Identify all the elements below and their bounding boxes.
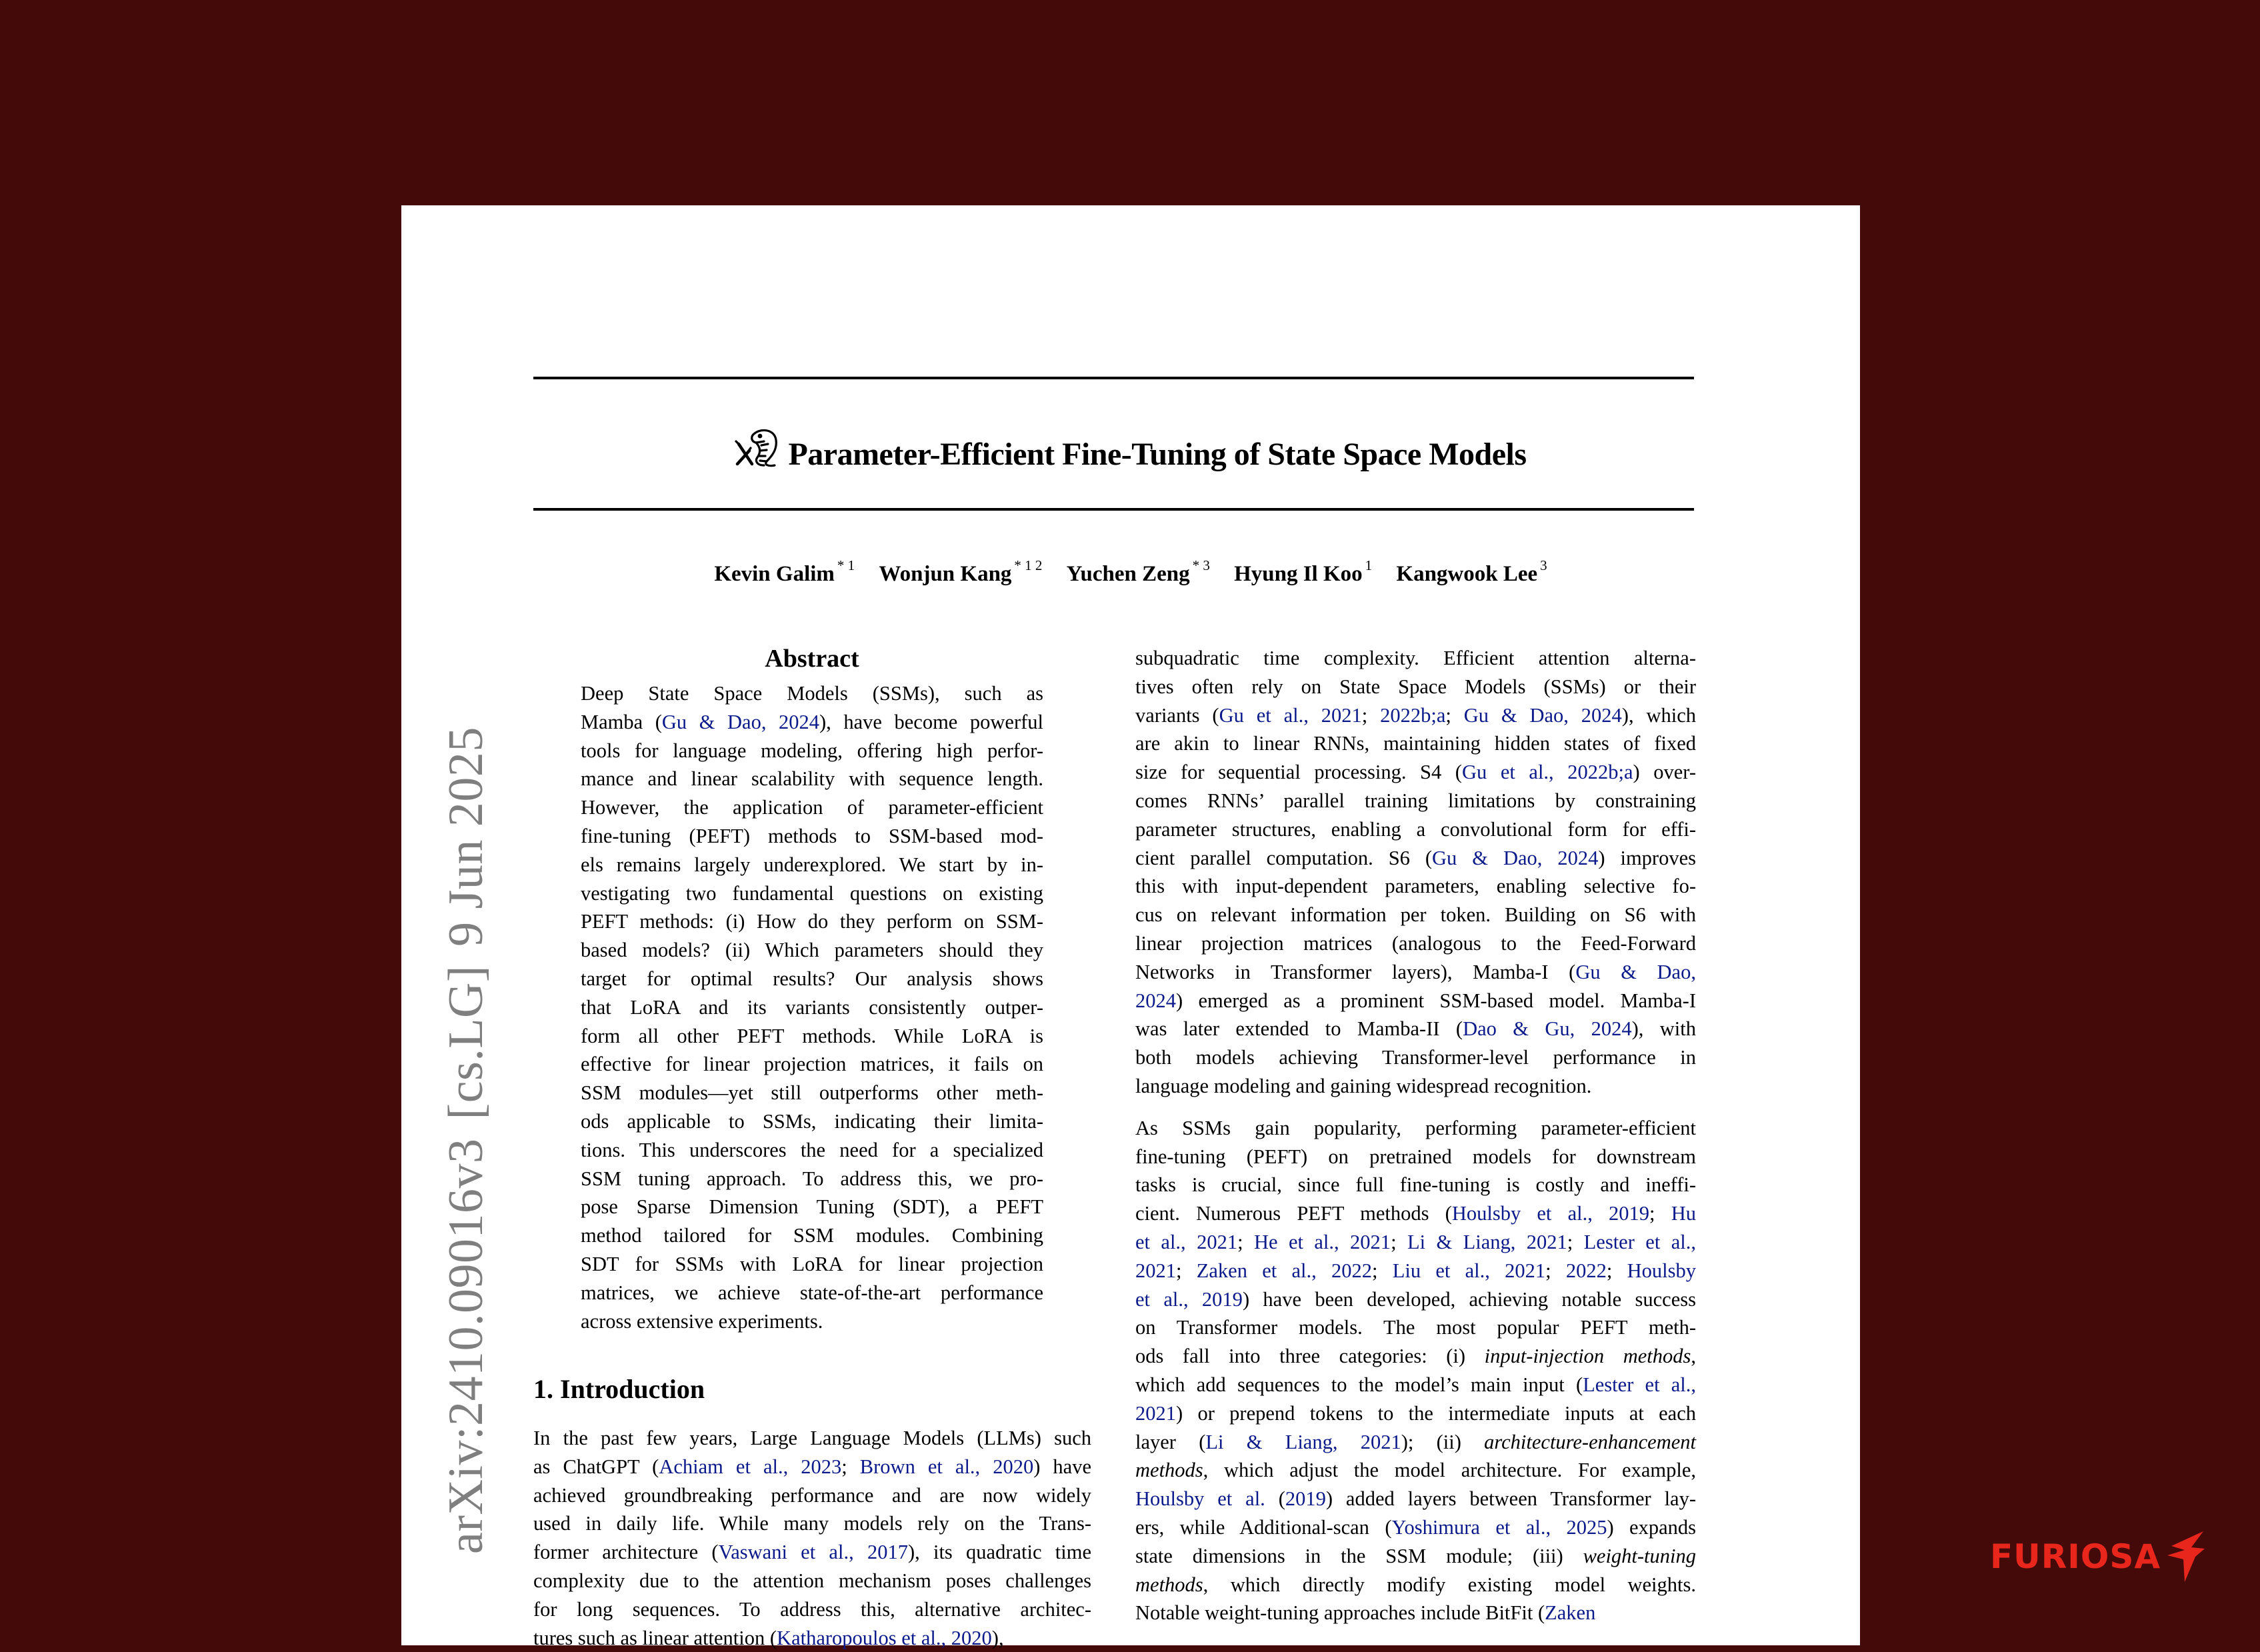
text-line [1135, 1285, 1696, 1314]
text-line [1135, 1199, 1696, 1228]
citation-link[interactable]: et al., 2019 [1135, 1287, 1243, 1311]
author-affiliation: * 3 [1192, 557, 1210, 573]
emphasis-text: architecture-enhancement [1484, 1430, 1696, 1453]
text-line [581, 793, 1043, 822]
body-text: ; [1176, 1259, 1197, 1282]
body-text: els remains largely underexplored. We start by in- [581, 853, 1043, 876]
citation-link[interactable]: Gu & Dao, 2024 [1432, 846, 1599, 869]
body-text: SDT for SSMs with LoRA for linear projection [581, 1252, 1043, 1275]
body-text: ; [1361, 703, 1381, 727]
body-text: ), with [1631, 1017, 1696, 1041]
body-text: ( [1265, 1487, 1285, 1511]
body-text: ; [1649, 1202, 1671, 1225]
title-rule-bottom [533, 508, 1694, 511]
right-paragraph-1 [1135, 644, 1696, 1101]
abstract-body [581, 679, 1043, 1335]
text-line [1135, 1428, 1696, 1457]
right-column [1135, 644, 1696, 1627]
text-line [581, 993, 1043, 1022]
text-line [581, 1107, 1043, 1136]
text-line [1135, 1228, 1696, 1257]
body-text: for long sequences. To address this, alternative architec- [533, 1597, 1091, 1621]
arxiv-date: 9 Jun 2025 [439, 727, 493, 947]
body-text: ; [1606, 1259, 1627, 1282]
text-line [581, 1022, 1043, 1051]
body-text: ods applicable to SSMs, indicating their limita- [581, 1109, 1043, 1133]
text-line [1135, 1171, 1696, 1199]
text-line [1135, 1485, 1696, 1513]
body-text: which add sequences to the model’s main input ( [1135, 1373, 1583, 1396]
introduction-heading: 1. Introduction [533, 1374, 705, 1404]
body-text: ), [991, 1626, 1004, 1649]
introduction-body [533, 1424, 1091, 1652]
citation-link[interactable]: Gu et al., 2021 [1219, 703, 1362, 727]
citation-link[interactable]: 2022 [1565, 1259, 1607, 1282]
citation-link[interactable]: Houlsby et al., 2019 [1451, 1202, 1650, 1225]
body-text: Networks in Transformer layers), Mamba-I ( [1135, 960, 1576, 983]
citation-link[interactable]: Vaswani et al., 2017 [718, 1541, 908, 1564]
author-name: Hyung Il Koo [1234, 562, 1363, 586]
body-text: ) improves [1598, 846, 1696, 869]
citation-link[interactable]: et al., 2021 [1135, 1230, 1238, 1253]
abstract-heading: Abstract [765, 645, 859, 673]
text-line [1135, 1114, 1696, 1143]
body-text: ) have been developed, achieving notable success [1242, 1287, 1696, 1311]
text-line [581, 936, 1043, 965]
text-line [1135, 929, 1696, 958]
body-text: cus on relevant information per token. Building on S6 with [1135, 903, 1696, 927]
body-text: , which directly modify existing model weights. [1203, 1573, 1696, 1596]
text-line [1135, 787, 1696, 815]
citation-link[interactable]: 2022b;a [1380, 703, 1446, 727]
author [1066, 557, 1210, 586]
author-affiliation: 3 [1540, 557, 1547, 573]
body-text: on Transformer models. The most popular PEFT meth- [1135, 1316, 1696, 1339]
body-text: target for optimal results? Our analysis shows [581, 967, 1043, 990]
text-line [581, 879, 1043, 908]
emphasis-text: methods [1135, 1573, 1203, 1596]
body-text: ) or prepend tokens to the intermediate inputs at each [1176, 1401, 1696, 1425]
body-text: this with input-dependent parameters, enabling selective fo- [1135, 875, 1696, 898]
text-line [581, 1165, 1043, 1193]
citation-link[interactable]: 2019 [1285, 1487, 1326, 1511]
body-text: ers, while Additional-scan ( [1135, 1515, 1392, 1539]
author-name: Wonjun Kang [879, 562, 1012, 586]
text-line [1135, 901, 1696, 929]
paper-page [401, 205, 1860, 1649]
text-line [1135, 758, 1696, 787]
body-text: linear projection matrices (analogous to the Feed-Forward [1135, 931, 1696, 955]
arxiv-category: [cs.LG] [439, 965, 493, 1120]
body-text: As SSMs gain popularity, performing parameter-efficient [1135, 1116, 1696, 1139]
citation-link[interactable]: He et al., 2021 [1253, 1230, 1391, 1253]
body-text: former architecture ( [533, 1541, 719, 1564]
text-line [1135, 1072, 1696, 1101]
text-line [1135, 673, 1696, 701]
author [1396, 557, 1547, 586]
text-line [533, 1509, 1091, 1538]
author-name: Kangwook Lee [1396, 562, 1538, 586]
body-text: layer ( [1135, 1430, 1206, 1453]
text-line [533, 1567, 1091, 1595]
body-text: ) added layers between Transformer lay- [1325, 1487, 1696, 1511]
citation-link[interactable]: Katharopoulos et al., 2020 [777, 1626, 992, 1649]
body-text: Notable weight-tuning approaches include BitFit ( [1135, 1601, 1545, 1625]
text-line [1135, 1456, 1696, 1485]
body-text: ; [1391, 1230, 1407, 1253]
text-line [1135, 701, 1696, 730]
body-text: subquadratic time complexity. Efficient attention alterna- [1135, 647, 1696, 669]
body-text: In the past few years, Large Language Models (LLMs) such [533, 1427, 1091, 1449]
text-line [1135, 729, 1696, 758]
author [714, 557, 855, 586]
body-text: cient parallel computation. S6 ( [1135, 846, 1433, 869]
body-text: effective for linear projection matrices, it fails on [581, 1053, 1043, 1076]
text-line [1135, 1571, 1696, 1599]
citation-link[interactable]: Li & Liang, 2021 [1205, 1430, 1401, 1453]
body-text: ) emerged as a prominent SSM-based model. Mamba-I [1176, 989, 1696, 1012]
body-text: ) have [1033, 1455, 1091, 1478]
body-text: ; [1545, 1259, 1566, 1282]
citation-link[interactable]: 2021 [1135, 1259, 1176, 1282]
emphasis-text: weight-tuning [1583, 1544, 1696, 1567]
text-line [1135, 958, 1696, 987]
body-text: ; [1445, 703, 1464, 727]
body-text: tions. This underscores the need for a specialized [581, 1138, 1043, 1161]
body-text: size for sequential processing. S4 ( [1135, 761, 1462, 784]
body-text: language modeling and gaining widespread recognition. [1135, 1074, 1592, 1097]
author-affiliation: 1 [1365, 557, 1373, 573]
text-line [1135, 1513, 1696, 1542]
text-line [1135, 1599, 1696, 1627]
text-line [581, 708, 1043, 737]
body-text: method tailored for SSM modules. Combining [581, 1224, 1043, 1247]
body-text: that LoRA and its variants consistently outper- [581, 995, 1043, 1019]
body-text: fine-tuning (PEFT) on pretrained models for downstream [1135, 1145, 1696, 1168]
body-text: parameter structures, enabling a convolutional form for effi- [1135, 817, 1696, 841]
body-text: However, the application of parameter-efficient [581, 796, 1043, 819]
furiosa-bolt-icon [2165, 1530, 2207, 1583]
title-rule-top [533, 377, 1694, 379]
author [1234, 557, 1373, 586]
text-line [581, 851, 1043, 879]
body-text: vestigating two fundamental questions on existing [581, 881, 1043, 905]
text-line [1135, 1399, 1696, 1428]
body-text: based models? (ii) Which parameters should they [581, 939, 1043, 962]
text-line [1135, 1015, 1696, 1043]
body-text: state dimensions in the SSM module; (iii) [1135, 1544, 1583, 1567]
body-text: Mamba ( [581, 710, 662, 733]
body-text: ; [1371, 1259, 1393, 1282]
body-text: fine-tuning (PEFT) methods to SSM-based mod- [581, 824, 1043, 847]
text-line [1135, 844, 1696, 873]
text-line [1135, 872, 1696, 901]
text-line [1135, 815, 1696, 844]
citation-link[interactable]: Li & Liang, 2021 [1407, 1230, 1567, 1253]
body-text: matrices, we achieve state-of-the-art performance [581, 1281, 1043, 1304]
text-line [533, 1595, 1091, 1624]
body-text: cient. Numerous PEFT methods ( [1135, 1202, 1452, 1225]
text-line [581, 907, 1043, 936]
author-list [401, 557, 1860, 588]
body-text: , which adjust the model architecture. For example, [1203, 1459, 1696, 1482]
body-text: form all other PEFT methods. While LoRA is [581, 1024, 1043, 1047]
body-text: ), its quadratic time [907, 1541, 1091, 1564]
citation-link[interactable]: Dao & Gu, 2024 [1463, 1017, 1632, 1041]
text-line [581, 1279, 1043, 1307]
body-text: achieved groundbreaking performance and are now widely [533, 1483, 1091, 1507]
citation-link[interactable]: Gu & Dao, 2024 [1463, 703, 1622, 727]
text-line [1135, 987, 1696, 1015]
body-text: ) expands [1607, 1515, 1696, 1539]
body-text: ; [1237, 1230, 1254, 1253]
body-text: ), which [1621, 703, 1696, 727]
body-text: variants ( [1135, 703, 1219, 727]
body-text: as ChatGPT ( [533, 1455, 659, 1478]
text-line [581, 1079, 1043, 1107]
text-line [1135, 1143, 1696, 1171]
author [879, 557, 1043, 586]
brand-name: FURIOSA [1990, 1537, 2161, 1576]
body-text: tives often rely on State Space Models (SSMs) or their [1135, 675, 1696, 698]
body-text: PEFT methods: (i) How do they perform on SSM- [581, 910, 1043, 933]
body-text: SSM tuning approach. To address this, we pro- [581, 1167, 1043, 1190]
text-line [1135, 1313, 1696, 1342]
paper-title: Parameter-Efficient Fine-Tuning of State Space Models [788, 437, 1527, 472]
body-text: ; [841, 1455, 860, 1478]
citation-link[interactable]: Hu [1671, 1202, 1696, 1225]
citation-link[interactable]: Houlsby et al. [1135, 1487, 1265, 1511]
emphasis-text: methods [1135, 1459, 1203, 1482]
arxiv-id[interactable]: arXiv:2410.09016v3 [439, 1138, 493, 1554]
body-text: across extensive experiments. [581, 1309, 823, 1333]
body-text: used in daily life. While many models rely on the Trans- [533, 1512, 1091, 1535]
citation-link[interactable]: Houlsby [1627, 1259, 1696, 1282]
paragraph-gap [1135, 1101, 1696, 1114]
author-name: Yuchen Zeng [1066, 562, 1190, 586]
author-name: Kevin Galim [714, 562, 835, 586]
snake-wrench-icon [735, 427, 781, 469]
text-line [581, 765, 1043, 793]
citation-link[interactable]: Achiam et al., 2023 [659, 1455, 842, 1478]
body-text: tools for language modeling, offering high perfor- [581, 739, 1043, 762]
citation-link[interactable]: Gu & Dao, [1575, 960, 1696, 983]
author-affiliation: * 1 2 [1014, 557, 1043, 573]
body-text: was later extended to Mamba-II ( [1135, 1017, 1463, 1041]
text-line [581, 1250, 1043, 1279]
body-text: ); (ii) [1401, 1430, 1485, 1453]
text-line [581, 1050, 1043, 1079]
body-text: pose Sparse Dimension Tuning (SDT), a PEFT [581, 1195, 1043, 1219]
right-paragraph-2 [1135, 1114, 1696, 1627]
body-text: , [1691, 1345, 1696, 1368]
body-text: ), have become powerful [819, 710, 1043, 733]
text-line [533, 1453, 1091, 1481]
citation-link[interactable]: Lester et al., [1583, 1230, 1696, 1253]
text-line [533, 1538, 1091, 1567]
citation-link[interactable]: Zaken et al., 2022 [1196, 1259, 1372, 1282]
text-line [1135, 1342, 1696, 1371]
text-line [581, 965, 1043, 993]
text-line [581, 1307, 1043, 1336]
citation-link[interactable]: Zaken [1545, 1601, 1596, 1625]
furiosa-logo [1990, 1530, 2207, 1583]
title-row [401, 417, 1860, 471]
citation-link[interactable]: 2021 [1135, 1401, 1176, 1425]
citation-link[interactable]: Yoshimura et al., 2025 [1391, 1515, 1607, 1539]
text-line [1135, 1043, 1696, 1072]
body-text: Deep State Space Models (SSMs), such as [581, 682, 1043, 705]
text-line [581, 1193, 1043, 1221]
citation-link[interactable]: Brown et al., 2020 [859, 1455, 1034, 1478]
citation-link[interactable]: 2024 [1135, 989, 1176, 1012]
text-line [1135, 1542, 1696, 1571]
text-line [581, 1221, 1043, 1250]
body-text: tures such as linear attention ( [533, 1626, 777, 1649]
text-line [1135, 1371, 1696, 1399]
citation-link[interactable]: Liu et al., 2021 [1392, 1259, 1546, 1282]
body-text: are akin to linear RNNs, maintaining hidden states of fixed [1135, 732, 1696, 755]
arxiv-stamp [441, 708, 491, 1554]
text-line [581, 737, 1043, 765]
body-text: ) over- [1633, 761, 1696, 784]
body-text: tasks is crucial, since full fine-tuning is costly and ineffi- [1135, 1173, 1696, 1197]
text-line [1135, 644, 1696, 673]
text-line [533, 1624, 1091, 1652]
text-line [581, 822, 1043, 851]
body-text: ; [1567, 1230, 1584, 1253]
body-text: ods fall into three categories: (i) [1135, 1345, 1485, 1368]
text-line [581, 1136, 1043, 1165]
emphasis-text: input-injection methods [1484, 1345, 1691, 1368]
body-text: mance and linear scalability with sequence length. [581, 767, 1043, 791]
text-line [581, 679, 1043, 708]
body-text: both models achieving Transformer-level performance in [1135, 1046, 1696, 1069]
text-line [533, 1424, 1091, 1453]
citation-link[interactable]: Gu et al., 2022b;a [1461, 761, 1633, 784]
text-line [533, 1481, 1091, 1510]
body-text: comes RNNs’ parallel training limitations by constraining [1135, 789, 1696, 812]
author-affiliation: * 1 [837, 557, 855, 573]
citation-link[interactable]: Gu & Dao, 2024 [661, 710, 820, 733]
body-text: complexity due to the attention mechanism poses challenges [533, 1569, 1091, 1592]
text-line [1135, 1257, 1696, 1285]
citation-link[interactable]: Lester et al., [1583, 1373, 1696, 1396]
body-text: SSM modules—yet still outperforms other meth- [581, 1081, 1043, 1105]
